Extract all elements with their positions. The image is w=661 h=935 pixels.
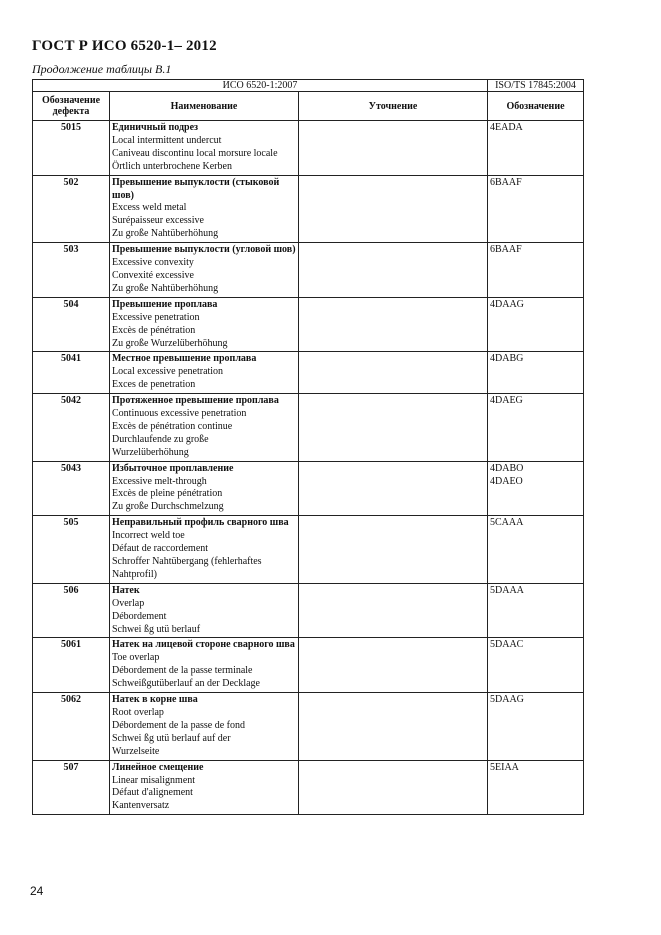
defect-name-cell (110, 121, 299, 176)
defect-name-translation: Zu große Nahtüberhöhung (112, 228, 219, 240)
defect-name-cell (110, 297, 299, 352)
iso-designation-cell: 5DAAA (488, 583, 584, 638)
defect-name-translation: Toe overlap (112, 652, 160, 664)
table-continuation-caption: Продолжение таблицы В.1 (32, 62, 172, 76)
iso-designation-cell: 4EADA (488, 121, 584, 176)
defect-name-cell (110, 352, 299, 394)
page-header-title: ГОСТ Р ИСО 6520-1– 2012 (32, 38, 217, 54)
defect-name-translation: Excès de pénétration continue (112, 420, 233, 432)
defect-name-cell (110, 461, 299, 516)
defect-code-cell: 5042 (33, 394, 110, 462)
defect-name-translation: Local intermittent undercut (112, 134, 222, 146)
clarification-cell (299, 583, 488, 638)
clarification-cell (299, 352, 488, 394)
defect-name-translation: Débordement de la passe de fond (112, 719, 246, 731)
defect-name-russian: Натек в корне шва (112, 694, 198, 706)
defect-name-cell (110, 638, 299, 693)
defect-name-cell (110, 760, 299, 815)
defect-name-russian: Превышение проплава (112, 298, 218, 310)
defect-name-translation: Débordement de la passe terminale (112, 665, 253, 677)
defects-table (32, 79, 584, 815)
defect-name-translation: Schweißgutüberlauf an der Decklage (112, 678, 260, 690)
defect-code-cell: 507 (33, 760, 110, 815)
iso-designation-cell: 4DABO 4DAEO (488, 461, 584, 516)
clarification-cell (299, 516, 488, 584)
defect-name-cell (110, 516, 299, 584)
clarification-cell (299, 121, 488, 176)
table-row (33, 297, 584, 352)
iso-designation-cell: 4DABG (488, 352, 584, 394)
defect-name-translation: Durchlaufende zu große (112, 433, 209, 445)
defect-name-translation: Convexité excessive (112, 269, 194, 281)
defect-name-russian: Местное превышение проплава (112, 353, 257, 365)
table-row (33, 516, 584, 584)
table-row (33, 352, 584, 394)
defect-code-cell: 5041 (33, 352, 110, 394)
defect-name-translation: Overlap (112, 597, 145, 609)
defect-name-translation: Défaut de raccordement (112, 543, 209, 555)
table-row (33, 638, 584, 693)
defect-code-cell: 5043 (33, 461, 110, 516)
defect-name-translation: Linear misalignment (112, 774, 196, 786)
defect-name-cell (110, 175, 299, 243)
table-row (33, 121, 584, 176)
defect-code-cell: 5061 (33, 638, 110, 693)
defect-name-russian: Линейное смещение (112, 761, 204, 773)
defect-name-translation: Wurzelüberhöhung (112, 446, 189, 458)
table-row (33, 243, 584, 298)
column-header-row (33, 92, 584, 121)
clarification-cell (299, 175, 488, 243)
iso-designation-cell: 6BAAF (488, 175, 584, 243)
defect-name-translation: Incorrect weld toe (112, 530, 185, 542)
clarification-cell (299, 693, 488, 761)
clarification-cell (299, 461, 488, 516)
defect-name-russian: Неправильный профиль сварного шва (112, 517, 289, 529)
defect-name-translation: Excès de pénétration (112, 324, 196, 336)
defect-name-russian: Единичный подрез (112, 122, 199, 133)
iso-designation-cell: 4DAAG (488, 297, 584, 352)
defect-name-cell (110, 583, 299, 638)
defect-name-translation: Local excessive penetration (112, 366, 224, 378)
defect-code-cell: 506 (33, 583, 110, 638)
defect-name-translation: Nahtprofil) (112, 568, 157, 580)
defect-code-cell: 505 (33, 516, 110, 584)
defect-name-translation: Excessive convexity (112, 257, 194, 269)
table-row (33, 693, 584, 761)
column-header-code: Обозначение дефекта (33, 92, 110, 121)
defect-code-cell: 5062 (33, 693, 110, 761)
defect-name-translation: Exces de penetration (112, 379, 196, 391)
defect-name-translation: Caniveau discontinu local morsure locale (112, 147, 278, 159)
defect-name-translation: Schwei ßg utü berlauf auf der (112, 732, 231, 744)
defect-name-translation: Zu große Durchschmelzung (112, 501, 224, 513)
column-header-name: Наименование (110, 92, 299, 121)
column-header-clarification: Уточнение (299, 92, 488, 121)
defect-name-translation: Excessive penetration (112, 311, 200, 323)
defect-name-translation: Excessive melt-through (112, 475, 207, 487)
defect-name-cell (110, 394, 299, 462)
defect-name-translation: Schwei ßg utü berlauf (112, 623, 201, 635)
defect-name-translation: Schroffer Nahtübergang (fehlerhaftes (112, 556, 262, 567)
iso-designation-cell: 5DAAC (488, 638, 584, 693)
group-header-row (33, 80, 584, 92)
page-number: 24 (30, 884, 44, 898)
defect-name-translation: Débordement (112, 610, 167, 622)
table-row (33, 175, 584, 243)
iso-designation-cell: 5CAAA (488, 516, 584, 584)
defect-name-translation: Örtlich unterbrochene Kerben (112, 160, 232, 172)
table-row (33, 583, 584, 638)
defect-code-cell: 503 (33, 243, 110, 298)
defect-name-translation: Zu große Nahtüberhöhung (112, 282, 219, 294)
table-row (33, 760, 584, 815)
defect-name-russian: Превышение выпуклости (угловой шов) (112, 244, 296, 256)
defect-name-translation: Défaut d'alignement (112, 787, 193, 799)
table-body (33, 121, 584, 815)
iso-designation-cell: 6BAAF (488, 243, 584, 298)
defect-name-russian: Натек (112, 584, 140, 596)
table-row (33, 461, 584, 516)
defect-name-translation: Root overlap (112, 706, 164, 718)
defect-name-russian: Превышение выпуклости (стыковой шов) (112, 176, 280, 201)
column-header-designation: Обозначение (488, 92, 584, 121)
iso-ts-group-header: ISO/TS 17845:2004 (488, 80, 584, 92)
defect-name-russian: Натек на лицевой стороне сварного шва (112, 639, 295, 651)
defect-name-translation: Continuous excessive penetration (112, 408, 247, 420)
clarification-cell (299, 394, 488, 462)
defect-name-cell (110, 243, 299, 298)
defect-name-translation: Wurzelseite (112, 745, 160, 757)
iso-designation-cell: 5DAAG (488, 693, 584, 761)
clarification-cell (299, 297, 488, 352)
defect-name-cell (110, 693, 299, 761)
iso-designation-cell: 4DAEG (488, 394, 584, 462)
clarification-cell (299, 638, 488, 693)
defect-name-translation: Kantenversatz (112, 800, 170, 812)
defect-name-translation: Excès de pleine pénétration (112, 488, 223, 500)
defect-code-cell: 504 (33, 297, 110, 352)
defect-name-russian: Избыточное проплавление (112, 462, 234, 474)
defect-name-translation: Surépaisseur excessive (112, 215, 204, 227)
table-row (33, 394, 584, 462)
clarification-cell (299, 243, 488, 298)
iso-6520-group-header: ИСО 6520-1:2007 (33, 80, 488, 92)
iso-designation-cell: 5EIAA (488, 760, 584, 815)
defect-name-translation: Zu große Wurzelüberhöhung (112, 337, 228, 349)
defect-name-russian: Протяженное превышение проплава (112, 395, 279, 407)
defect-code-cell: 5015 (33, 121, 110, 176)
defect-name-translation: Excess weld metal (112, 202, 187, 214)
defect-code-cell: 502 (33, 175, 110, 243)
clarification-cell (299, 760, 488, 815)
